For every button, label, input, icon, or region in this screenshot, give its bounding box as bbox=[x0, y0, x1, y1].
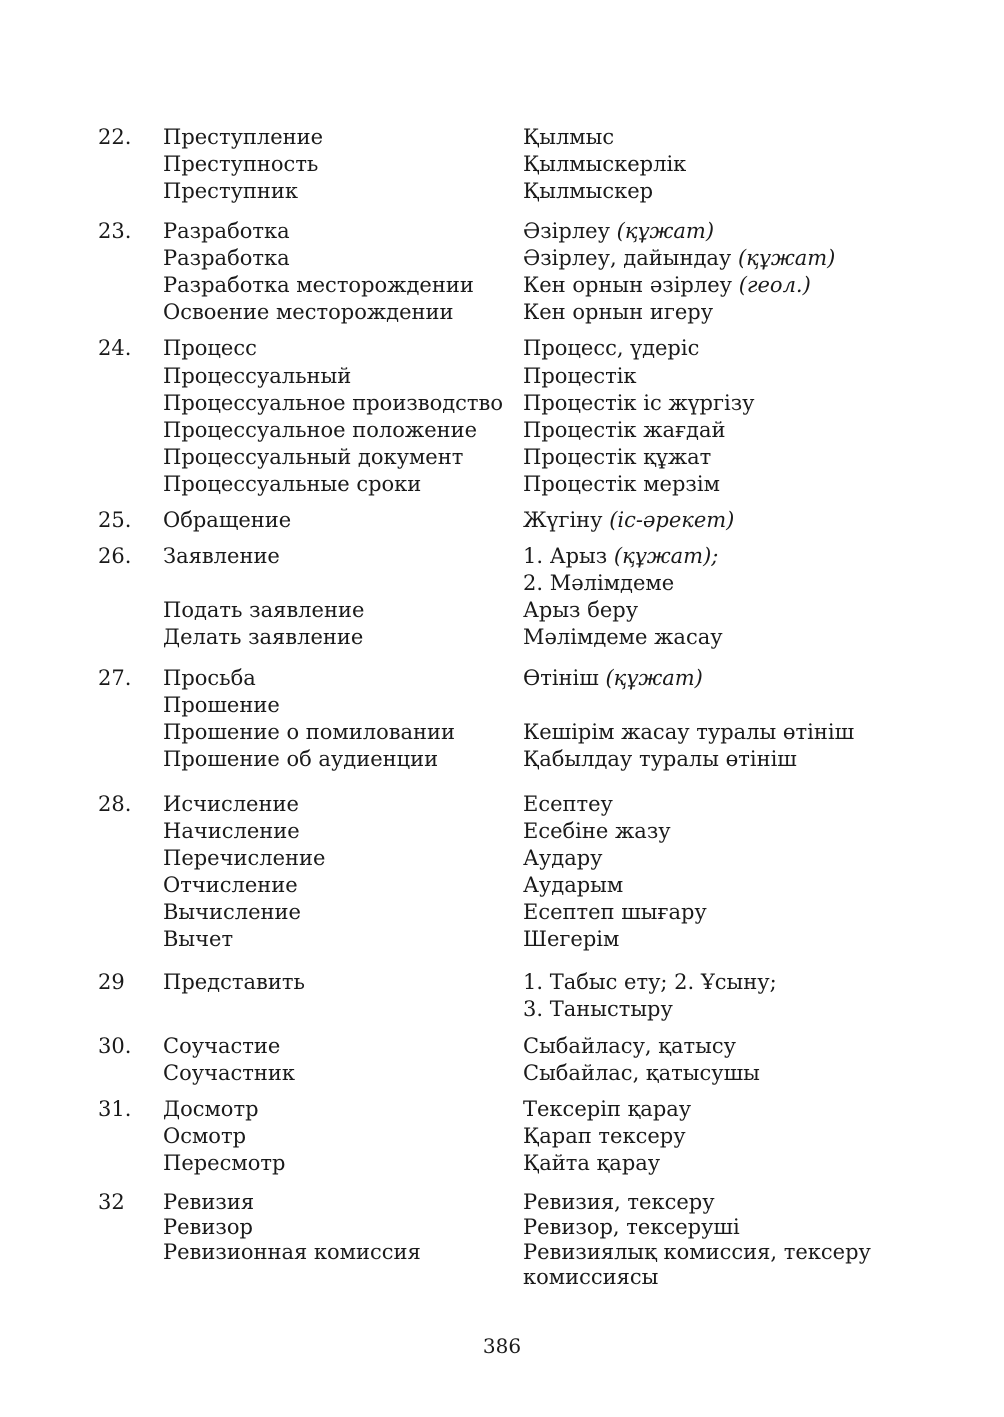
usage-note: (құжат) bbox=[605, 666, 703, 690]
kazakh-term: Әзірлеу, дайындау bbox=[523, 246, 732, 270]
russian-term: Ревизионная комиссия bbox=[163, 1240, 421, 1264]
kazakh-translation-cell bbox=[523, 299, 713, 326]
kazakh-translation-cell bbox=[523, 969, 777, 996]
entry-number: 27. bbox=[98, 666, 132, 690]
kazakh-term: Қарап тексеру bbox=[523, 1124, 686, 1148]
kazakh-translation-cell bbox=[523, 363, 637, 390]
entry-number: 25. bbox=[98, 508, 132, 532]
entry-number: 29 bbox=[98, 970, 125, 994]
russian-term: Делать заявление bbox=[163, 625, 364, 649]
kazakh-term: Кен орнын игеру bbox=[523, 300, 714, 324]
russian-term: Освоение месторождении bbox=[163, 300, 454, 324]
russian-term: Разработка bbox=[163, 219, 290, 243]
kazakh-translation-cell bbox=[523, 124, 614, 151]
kazakh-term: Қылмыскер bbox=[523, 179, 654, 203]
kazakh-translation-cell bbox=[523, 1189, 715, 1216]
kazakh-translation-cell bbox=[523, 507, 734, 534]
russian-term: Соучастник bbox=[163, 1061, 295, 1085]
entry-number: 24. bbox=[98, 336, 132, 360]
russian-term: Разработка bbox=[163, 246, 290, 270]
kazakh-term: Арыз беру bbox=[523, 598, 639, 622]
kazakh-translation-cell bbox=[523, 818, 671, 845]
kazakh-term: Тексеріп қарау bbox=[523, 1097, 692, 1121]
kazakh-term: Әзірлеу bbox=[523, 219, 610, 243]
kazakh-translation-cell bbox=[523, 570, 674, 597]
kazakh-translation-cell bbox=[523, 1033, 736, 1060]
entry-number: 31. bbox=[98, 1097, 132, 1121]
russian-term: Процессуальный документ bbox=[163, 445, 464, 469]
russian-term: Прошение об аудиенции bbox=[163, 747, 439, 771]
russian-term: Отчисление bbox=[163, 873, 298, 897]
kazakh-translation-cell bbox=[523, 1060, 760, 1087]
entry-number: 22. bbox=[98, 125, 132, 149]
russian-term: Преступник bbox=[163, 179, 299, 203]
kazakh-term: Сыбайлас, қатысушы bbox=[523, 1061, 760, 1085]
kazakh-translation-cell bbox=[523, 665, 703, 692]
kazakh-term: Процестік bbox=[523, 364, 637, 388]
russian-term: Вычисление bbox=[163, 900, 301, 924]
kazakh-term: Есебіне жазу bbox=[523, 819, 671, 843]
usage-note: (геол.) bbox=[738, 273, 811, 297]
usage-note: (құжат); bbox=[613, 544, 719, 568]
russian-term: Ревизия bbox=[163, 1190, 255, 1214]
kazakh-term: Ревизиялық комиссия, тексеру bbox=[523, 1240, 871, 1264]
russian-term: Досмотр bbox=[163, 1097, 259, 1121]
russian-term: Ревизор bbox=[163, 1215, 253, 1239]
kazakh-term: Аударым bbox=[523, 873, 624, 897]
kazakh-translation-cell bbox=[523, 1123, 686, 1150]
russian-term: Разработка месторождении bbox=[163, 273, 474, 297]
kazakh-term: комиссиясы bbox=[523, 1265, 659, 1289]
kazakh-translation-cell bbox=[523, 335, 699, 362]
kazakh-term: Мәлімдеме жасау bbox=[523, 625, 723, 649]
kazakh-translation-cell bbox=[523, 791, 613, 818]
entry-number: 32 bbox=[98, 1190, 125, 1214]
russian-term: Процессуальные сроки bbox=[163, 472, 422, 496]
russian-term: Преступность bbox=[163, 152, 319, 176]
kazakh-term: Есептеу bbox=[523, 792, 613, 816]
kazakh-term: 1. Табыс ету; 2. Ұсыну; bbox=[523, 970, 777, 994]
kazakh-translation-cell bbox=[523, 417, 726, 444]
kazakh-term: 1. Арыз bbox=[523, 544, 608, 568]
kazakh-term: Шегерім bbox=[523, 927, 620, 951]
russian-term: Преступление bbox=[163, 125, 324, 149]
kazakh-translation-cell bbox=[523, 272, 811, 299]
kazakh-translation-cell bbox=[523, 597, 638, 624]
kazakh-term: Қайта қарау bbox=[523, 1151, 661, 1175]
kazakh-translation-cell bbox=[523, 1239, 871, 1266]
kazakh-translation-cell bbox=[523, 471, 720, 498]
russian-term: Осмотр bbox=[163, 1124, 247, 1148]
kazakh-term: Сыбайласу, қатысу bbox=[523, 1034, 736, 1058]
kazakh-term: Ревизия, тексеру bbox=[523, 1190, 715, 1214]
kazakh-term: Өтініш bbox=[523, 666, 599, 690]
kazakh-translation-cell bbox=[523, 719, 854, 746]
kazakh-translation-cell bbox=[523, 444, 711, 471]
russian-term: Перечисление bbox=[163, 846, 326, 870]
russian-term: Процессуальное положение bbox=[163, 418, 478, 442]
kazakh-term: Процестік жағдай bbox=[523, 418, 726, 442]
kazakh-term: Процестік мерзім bbox=[523, 472, 720, 496]
russian-term: Представить bbox=[163, 970, 305, 994]
kazakh-term: Процестік құжат bbox=[523, 445, 712, 469]
russian-term: Пересмотр bbox=[163, 1151, 286, 1175]
kazakh-term: Қылмыскерлік bbox=[523, 152, 687, 176]
kazakh-term: Кешірім жасау туралы өтініш bbox=[523, 720, 855, 744]
russian-term: Соучастие bbox=[163, 1034, 281, 1058]
kazakh-translation-cell bbox=[523, 926, 619, 953]
kazakh-translation-cell bbox=[523, 899, 707, 926]
kazakh-term: Қабылдау туралы өтініш bbox=[523, 747, 797, 771]
page-number: 386 bbox=[482, 1334, 522, 1358]
kazakh-translation-cell bbox=[523, 1096, 691, 1123]
kazakh-term: Жүгіну bbox=[523, 508, 610, 532]
kazakh-term: Қылмыс bbox=[523, 125, 615, 149]
entry-number: 23. bbox=[98, 219, 132, 243]
russian-term: Обращение bbox=[163, 508, 292, 532]
kazakh-translation-cell bbox=[523, 151, 686, 178]
russian-term: Заявление bbox=[163, 544, 280, 568]
russian-term: Просьба bbox=[163, 666, 256, 690]
kazakh-translation-cell bbox=[523, 746, 797, 773]
kazakh-translation-cell bbox=[523, 872, 623, 899]
usage-note: (іс-әрекет) bbox=[609, 508, 735, 532]
kazakh-translation-cell bbox=[523, 245, 835, 272]
russian-term: Прошение bbox=[163, 693, 280, 717]
kazakh-translation-cell bbox=[523, 624, 723, 651]
russian-term: Вычет bbox=[163, 927, 234, 951]
kazakh-term: Ревизор, тексеруші bbox=[523, 1215, 740, 1239]
kazakh-translation-cell bbox=[523, 178, 653, 205]
kazakh-term: 2. Мәлімдеме bbox=[523, 571, 675, 595]
entry-number: 30. bbox=[98, 1034, 132, 1058]
entry-number: 28. bbox=[98, 792, 132, 816]
kazakh-term: 3. Таныстыру bbox=[523, 997, 673, 1021]
russian-term: Процессуальный bbox=[163, 364, 352, 388]
kazakh-term: Процесс, үдеріс bbox=[523, 336, 700, 360]
kazakh-translation-cell bbox=[523, 996, 673, 1023]
kazakh-translation-cell bbox=[523, 1264, 658, 1291]
russian-term: Подать заявление bbox=[163, 598, 365, 622]
kazakh-translation-cell bbox=[523, 390, 755, 417]
kazakh-term: Кен орнын әзірлеу bbox=[523, 273, 732, 297]
kazakh-translation-cell bbox=[523, 543, 718, 570]
russian-term: Процессуальное производство bbox=[163, 391, 504, 415]
russian-term: Начисление bbox=[163, 819, 300, 843]
kazakh-term: Аудару bbox=[523, 846, 603, 870]
kazakh-translation-cell bbox=[523, 218, 714, 245]
kazakh-term: Есептеп шығару bbox=[523, 900, 707, 924]
russian-term: Прошение о помиловании bbox=[163, 720, 456, 744]
russian-term: Процесс bbox=[163, 336, 257, 360]
russian-term: Исчисление bbox=[163, 792, 299, 816]
kazakh-term: Процестік іс жүргізу bbox=[523, 391, 755, 415]
entry-number: 26. bbox=[98, 544, 132, 568]
kazakh-translation-cell bbox=[523, 1214, 740, 1241]
kazakh-translation-cell bbox=[523, 1150, 660, 1177]
kazakh-translation-cell bbox=[523, 845, 603, 872]
usage-note: (құжат) bbox=[616, 219, 715, 243]
usage-note: (құжат) bbox=[737, 246, 836, 270]
